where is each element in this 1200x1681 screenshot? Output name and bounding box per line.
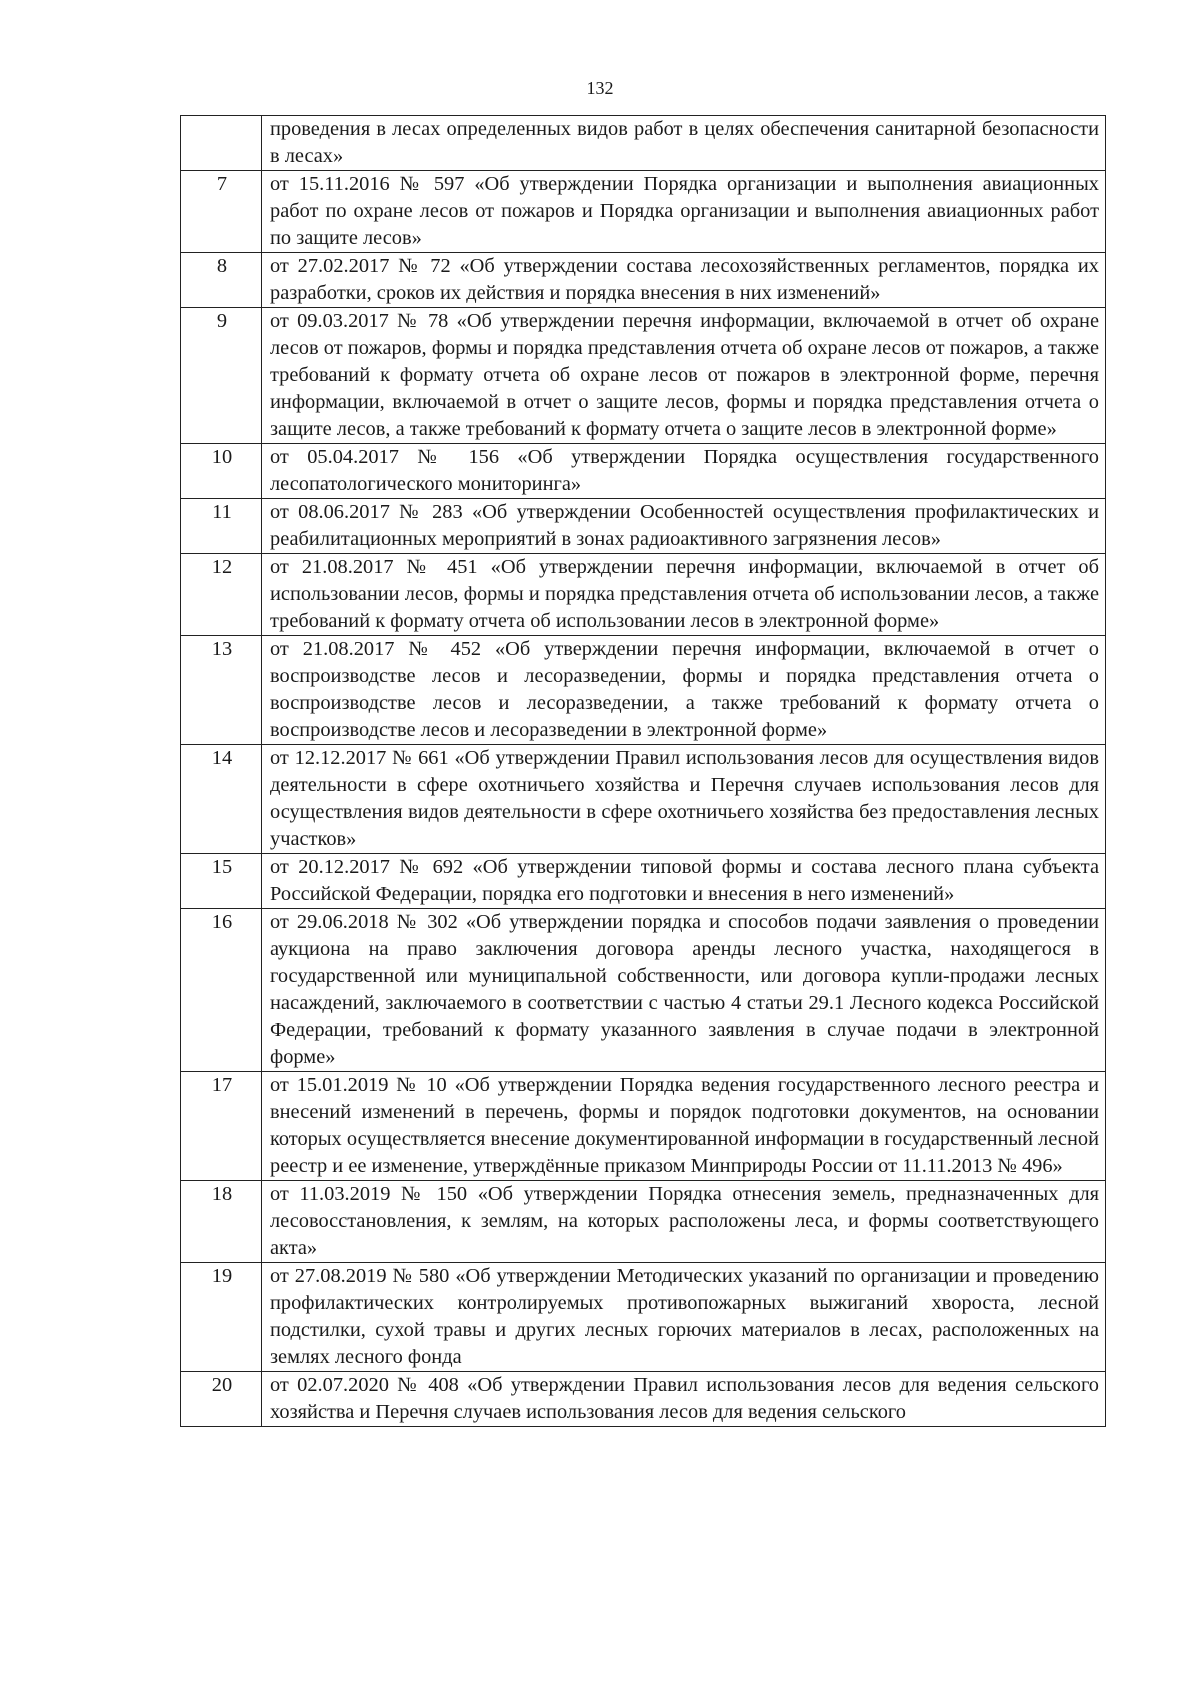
table-row bbox=[181, 636, 1106, 745]
row-text: от 15.11.2016 № 597 «Об утверждении Порядка организации и выполнения авиационных работ по охране лесов от пожаров и Порядка организации и выполнения авиационных работ по защите лесов» bbox=[262, 171, 1106, 253]
row-number: 16 bbox=[181, 909, 262, 1072]
row-text: от 29.06.2018 № 302 «Об утверждении порядка и способов подачи заявления о проведении аукциона на право заключения договора аренды лесного участка, находящегося в государственной или муниципальной собственности, или договора купли-продажи лесных насаждений, заключаемого в соответствии с частью 4 статьи 29.1 Лесного кодекса Российской Федерации, требований к формату указанного заявления в случае подачи в электронной форме» bbox=[262, 909, 1106, 1072]
row-text: от 15.01.2019 № 10 «Об утверждении Порядка ведения государственного лесного реестра и внесений изменений в перечень, формы и порядок подготовки документов, на основании которых осуществляется внесение документированной информации в государственный лесной реестр и ее изменение, утверждённые приказом Минприроды России от 11.11.2013 № 496» bbox=[262, 1072, 1106, 1181]
table-row bbox=[181, 554, 1106, 636]
row-text: от 09.03.2017 № 78 «Об утверждении перечня информации, включаемой в отчет об охране лесов от пожаров, формы и порядка представления отчета об охране лесов от пожаров, а также требований к формату отчета об охране лесов от пожаров в электронной форме, перечня информации, включаемой в отчет о защите лесов, формы и порядка представления отчета о защите лесов, а также требований к формату отчета о защите лесов в электронной форме» bbox=[262, 308, 1106, 444]
table-row bbox=[181, 116, 1106, 171]
row-number: 7 bbox=[181, 171, 262, 253]
table-row bbox=[181, 745, 1106, 854]
row-number: 12 bbox=[181, 554, 262, 636]
row-text: от 12.12.2017 № 661 «Об утверждении Правил использования лесов для осуществления видов деятельности в сфере охотничьего хозяйства и Перечня случаев использования лесов для осуществления видов деятельности в сфере охотничьего хозяйства без предоставления лесных участков» bbox=[262, 745, 1106, 854]
row-number: 8 bbox=[181, 253, 262, 308]
row-number: 17 bbox=[181, 1072, 262, 1181]
row-number: 15 bbox=[181, 854, 262, 909]
row-number: 11 bbox=[181, 499, 262, 554]
page-number: 132 bbox=[586, 78, 614, 98]
table-row bbox=[181, 1263, 1106, 1372]
table-row bbox=[181, 499, 1106, 554]
row-text: от 11.03.2019 № 150 «Об утверждении Порядка отнесения земель, предназначенных для лесовосстановления, к землям, на которых расположены леса, и формы соответствующего акта» bbox=[262, 1181, 1106, 1263]
table-row bbox=[181, 909, 1106, 1072]
row-number: 9 bbox=[181, 308, 262, 444]
row-number: 13 bbox=[181, 636, 262, 745]
table-row bbox=[181, 171, 1106, 253]
row-text: от 08.06.2017 № 283 «Об утверждении Особенностей осуществления профилактических и реабилитационных мероприятий в зонах радиоактивного загрязнения лесов» bbox=[262, 499, 1106, 554]
row-number: 19 bbox=[181, 1263, 262, 1372]
row-number: 18 bbox=[181, 1181, 262, 1263]
row-number: 10 bbox=[181, 444, 262, 499]
row-text: от 05.04.2017 № 156 «Об утверждении Порядка осуществления государственного лесопатологического мониторинга» bbox=[262, 444, 1106, 499]
row-number: 20 bbox=[181, 1372, 262, 1427]
legal-acts-table bbox=[180, 115, 1106, 1427]
table-row bbox=[181, 308, 1106, 444]
row-text: от 27.08.2019 № 580 «Об утверждении Методических указаний по организации и проведению профилактических контролируемых противопожарных выжиганий хвороста, лесной подстилки, сухой травы и других лесных горючих материалов в лесах, расположенных на землях лесного фонда bbox=[262, 1263, 1106, 1372]
row-text: от 20.12.2017 № 692 «Об утверждении типовой формы и состава лесного плана субъекта Российской Федерации, порядка его подготовки и внесения в него изменений» bbox=[262, 854, 1106, 909]
row-text: от 02.07.2020 № 408 «Об утверждении Правил использования лесов для ведения сельского хозяйства и Перечня случаев использования лесов для ведения сельского bbox=[262, 1372, 1106, 1427]
row-text: от 21.08.2017 № 451 «Об утверждении перечня информации, включаемой в отчет об использовании лесов, формы и порядка представления отчета об использовании лесов, а также требований к формату отчета об использовании лесов в электронной форме» bbox=[262, 554, 1106, 636]
row-number bbox=[181, 116, 262, 171]
table-row bbox=[181, 1372, 1106, 1427]
row-text: от 21.08.2017 № 452 «Об утверждении перечня информации, включаемой в отчет о воспроизводстве лесов и лесоразведении, формы и порядка представления отчета о воспроизводстве лесов и лесоразведении, а также требований к формату отчета о воспроизводстве лесов и лесоразведении в электронной форме» bbox=[262, 636, 1106, 745]
table-row bbox=[181, 1181, 1106, 1263]
table-row bbox=[181, 1072, 1106, 1181]
row-text: проведения в лесах определенных видов работ в целях обеспечения санитарной безопасности в лесах» bbox=[262, 116, 1106, 171]
table-row bbox=[181, 854, 1106, 909]
row-number: 14 bbox=[181, 745, 262, 854]
row-text: от 27.02.2017 № 72 «Об утверждении состава лесохозяйственных регламентов, порядка их разработки, сроков их действия и порядка внесения в них изменений» bbox=[262, 253, 1106, 308]
table-row bbox=[181, 444, 1106, 499]
table-row bbox=[181, 253, 1106, 308]
